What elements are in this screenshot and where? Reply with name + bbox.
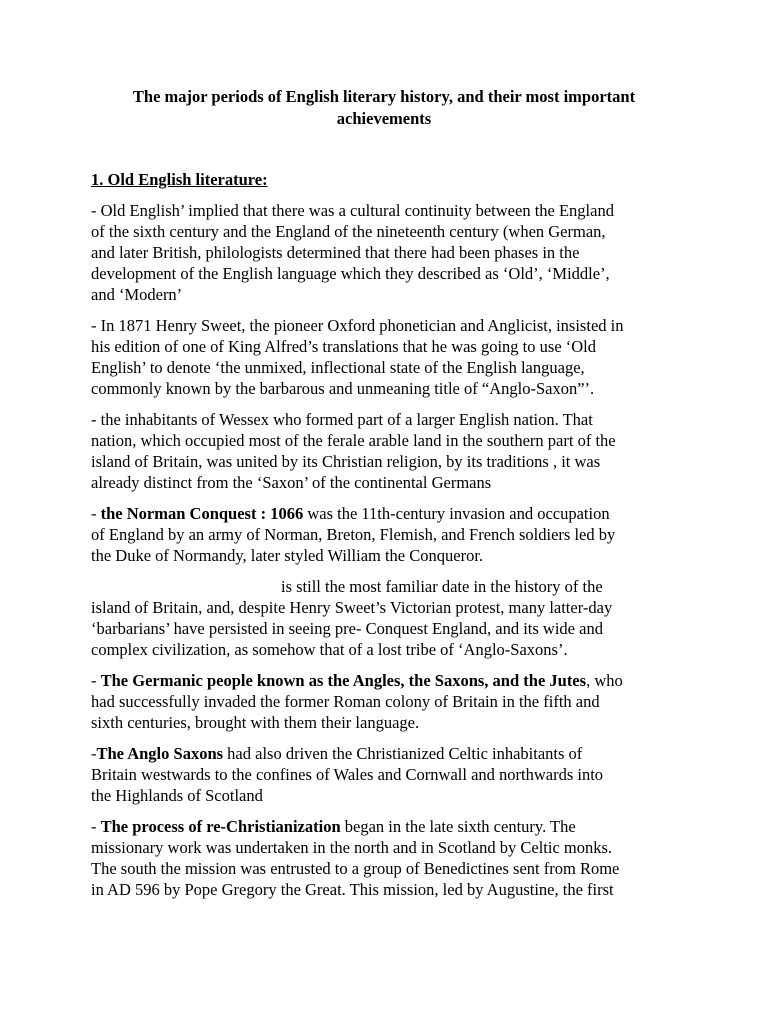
text-line: and ‘Modern’ <box>91 285 183 304</box>
text-rest: , who <box>586 671 623 690</box>
text-line: ‘barbarians’ have persisted in seeing pre- Conquest England, and its wide and <box>91 619 603 638</box>
section-heading: 1. Old English literature: <box>91 170 268 189</box>
text-line: - Old English’ implied that there was a cultural continuity between the England <box>91 201 614 220</box>
text-line <box>91 816 691 837</box>
text-rest: was the 11th-century invasion and occupation <box>303 504 610 523</box>
text-line: the Highlands of Scotland <box>91 786 263 805</box>
text-line: the Duke of Normandy, later styled William the Conqueror. <box>91 546 484 565</box>
paragraph-germanic-people <box>91 670 691 733</box>
text-line: is still the most familiar date in the history of the <box>281 577 603 596</box>
text-line: missionary work was undertaken in the north and in Scotland by Celtic monks. <box>91 838 613 857</box>
paragraph-norman-conquest <box>91 503 691 566</box>
text-rest: had also driven the Christianized Celtic inhabitants of <box>223 744 583 763</box>
text-line: had successfully invaded the former Roman colony of Britain in the fifth and <box>91 692 600 711</box>
text-line: sixth centuries, brought with them their language. <box>91 713 420 732</box>
text-line: of England by an army of Norman, Breton, Flemish, and French soldiers led by <box>91 525 616 544</box>
bold-term: The process of re-Christianization <box>100 817 341 836</box>
text-line: development of the English language which they described as ‘Old’, ‘Middle’, <box>91 264 610 283</box>
text-line: island of Britain, was united by its Christian religion, by its traditions , it was <box>91 452 601 471</box>
text-line: commonly known by the barbarous and unmeaning title of “Anglo-Saxon”’. <box>91 379 595 398</box>
text-line: - In 1871 Henry Sweet, the pioneer Oxford phonetician and Anglicist, insisted in <box>91 316 624 335</box>
text-line: island of Britain, and, despite Henry Sweet’s Victorian protest, many latter-day <box>91 598 613 617</box>
text-lead: - <box>91 744 97 763</box>
text-line <box>91 503 691 524</box>
text-lead: - <box>91 504 101 523</box>
text-line: his edition of one of King Alfred’s translations that he was going to use ‘Old <box>91 337 597 356</box>
text-line: Britain westwards to the confines of Wales and Cornwall and northwards into <box>91 765 604 784</box>
text-line <box>91 743 691 764</box>
paragraph-re-christianization <box>91 816 691 900</box>
text-line: The south the mission was entrusted to a group of Benedictines sent from Rome <box>91 859 620 878</box>
text-lead: - <box>91 817 101 836</box>
text-line: - the inhabitants of Wessex who formed part of a larger English nation. That <box>91 410 593 429</box>
text-line: of the sixth century and the England of the nineteenth century (when German, <box>91 222 606 241</box>
title-line: The major periods of English literary history, and their most important <box>132 87 636 106</box>
text-line: and later British, philologists determined that there had been phases in the <box>91 243 580 262</box>
text-lead: - <box>91 671 101 690</box>
text-line: English’ to denote ‘the unmixed, inflectional state of the English language, <box>91 358 585 377</box>
bold-term: The Anglo Saxons <box>96 744 224 763</box>
paragraph-wessex <box>91 409 691 493</box>
text-line <box>91 670 691 691</box>
paragraph-old-english <box>91 200 691 305</box>
text-line: complex civilization, as somehow that of a lost tribe of ‘Anglo-Saxons’. <box>91 640 568 659</box>
title-line: achievements <box>336 109 432 128</box>
text-line: in AD 596 by Pope Gregory the Great. This mission, led by Augustine, the first <box>91 880 614 899</box>
text-line: already distinct from the ‘Saxon’ of the continental Germans <box>91 473 492 492</box>
paragraph-familiar-date <box>91 576 691 660</box>
text-rest: began in the late sixth century. The <box>340 817 576 836</box>
page-title <box>90 86 678 130</box>
bold-term: the Norman Conquest : 1066 <box>100 504 304 523</box>
text-line: nation, which occupied most of the ferale arable land in the southern part of the <box>91 431 616 450</box>
paragraph-henry-sweet <box>91 315 691 399</box>
bold-term: The Germanic people known as the Angles, the Saxons, and the Jutes <box>100 671 587 690</box>
paragraph-anglo-saxons <box>91 743 691 806</box>
